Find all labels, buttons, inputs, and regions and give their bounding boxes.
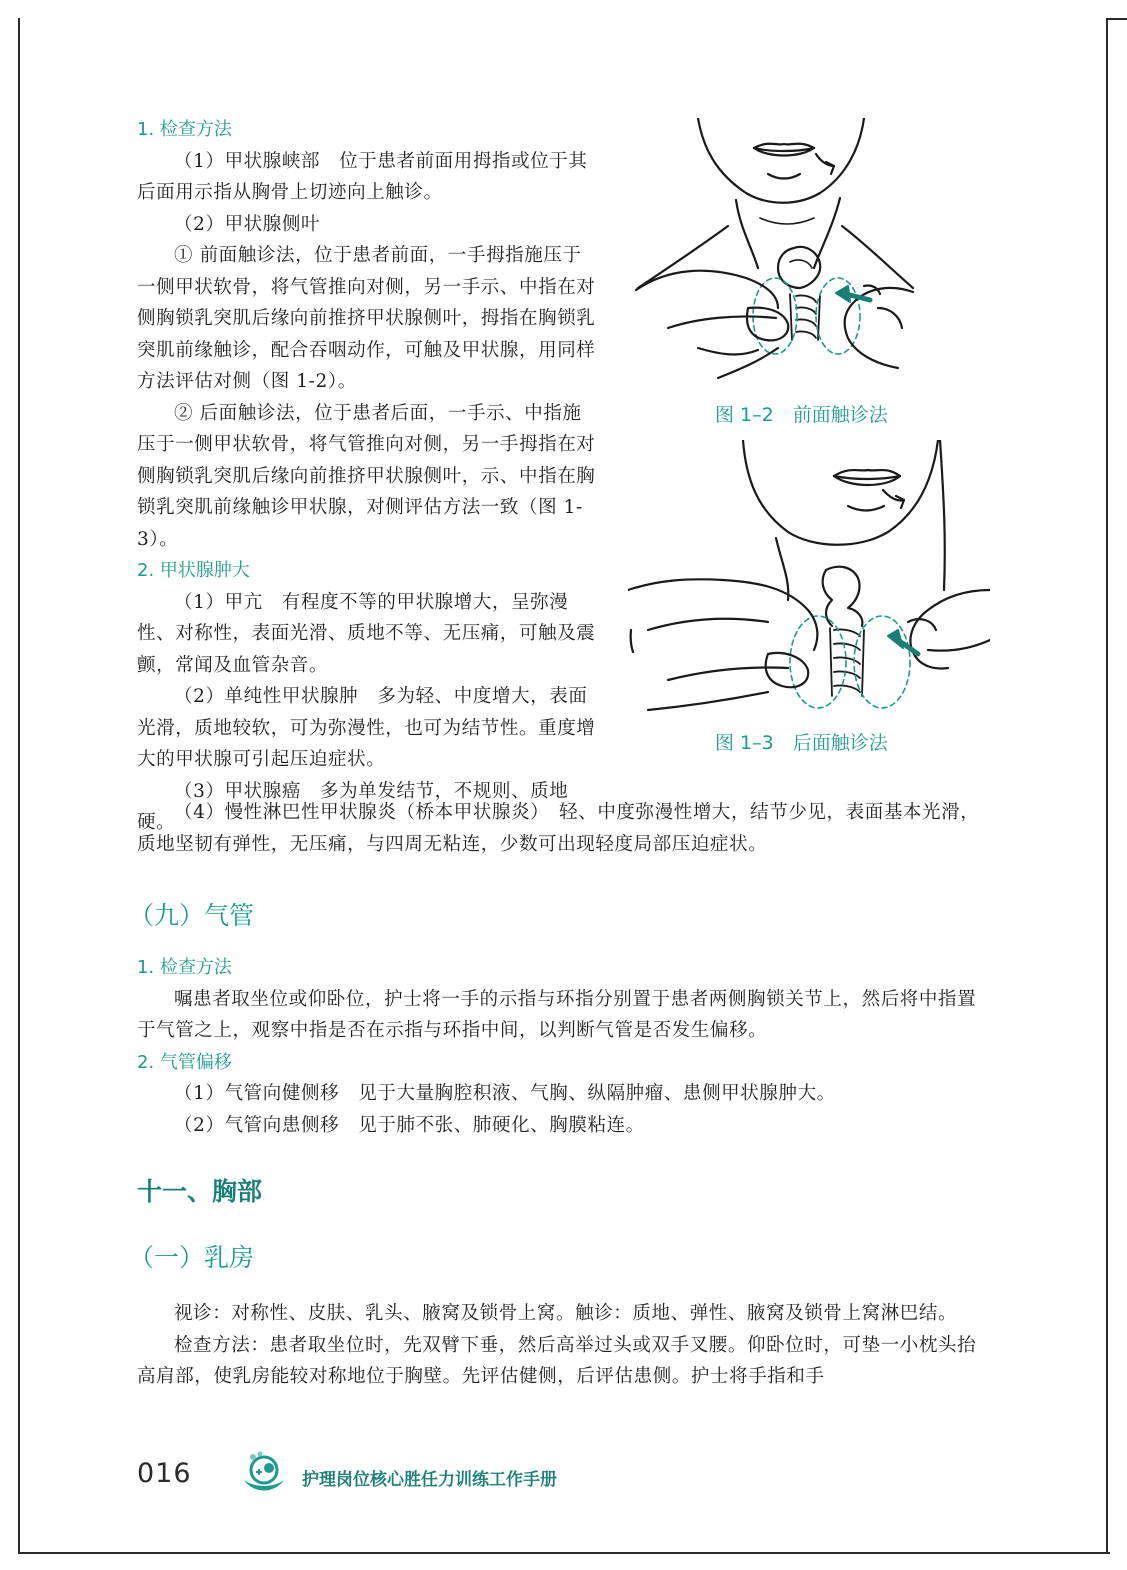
figure-back-palpation [628, 440, 990, 722]
nurse-logo-icon [240, 1450, 288, 1498]
paragraph-breast-method: 检查方法：患者取坐位时，先双臂下垂，然后高举过头或双手叉腰。仰卧位时，可垫一小枕头抬高肩部，使乳房能较对称地位于胸壁。先评估健侧，后评估患侧。护士将手指和手 [137, 1334, 977, 1387]
subheading-trachea-shift: 2. 气管偏移 [137, 1051, 232, 1073]
paragraph-breast-inspection: 视诊：对称性、皮肤、乳头、腋窝及锁骨上窝。触诊：质地、弹性、腋窝及锁骨上窝淋巴结。 [174, 1303, 958, 1324]
paragraph-thyroid-cancer: （3）甲状腺癌 多为单发结节，不规则、质地硬。 [137, 780, 569, 833]
figure-front-palpation [628, 118, 918, 390]
hashimoto-block [137, 797, 989, 860]
paragraph-shift-affected-side: （2）气管向患侧移 见于肺不张、肺硬化、胸膜粘连。 [174, 1114, 645, 1136]
paragraph-trachea-exam: 嘱患者取坐位或仰卧位，护士将一手的示指与环指分别置于患者两侧胸锁关节上，然后将中指置于气管之上，观察中指是否在示指与环指中间，以判断气管是否发生偏移。 [137, 988, 977, 1041]
subheading-thyroid-enlargement: 2. 甲状腺肿大 [137, 560, 250, 581]
page-frame-top [1106, 18, 1127, 20]
paragraph-anterior-palpation: ① 前面触诊法，位于患者前面，一手拇指施压于一侧甲状软骨，将气管推向对侧，另一手示、中指在对侧胸锁乳突肌后缘向前推挤甲状腺侧叶，拇指在胸锁乳突肌前缘触诊，配合吞咽动作，可触及甲状腺，用同样方法评估对侧（图 1-2）。 [137, 245, 596, 392]
page-frame-right [1106, 18, 1108, 1554]
paragraph-hashimoto: （4）慢性淋巴性甲状腺炎（桥本甲状腺炎） 轻、中度弥漫性增大，结节少见，表面基本光滑，质地坚韧有弹性，无压痛，与四周无粘连，少数可出现轻度局部压迫症状。 [137, 802, 980, 855]
section-heading-trachea: （九）气管 [129, 901, 255, 930]
page-number: 016 [137, 1458, 192, 1489]
trachea-section [129, 896, 989, 1141]
paragraph-lateral-lobe: （2）甲状腺侧叶 [174, 213, 321, 235]
paragraph-isthmus: （1）甲状腺峡部 位于患者前面用拇指或位于其后面用示指从胸骨上切迹向上触诊。 [137, 150, 588, 203]
paragraph-simple-goiter: （2）单纯性甲状腺肿 多为轻、中度增大，表面光滑，质地较软，可为弥漫性，也可为结节性。重度增大的甲状腺可引起压迫症状。 [137, 686, 596, 770]
page-frame-left [18, 18, 20, 1554]
figure-1-2-caption: 图 1–2 前面触诊法 [715, 404, 888, 426]
thyroid-exam-column [137, 114, 599, 839]
chest-section [129, 1172, 989, 1393]
paragraph-shift-healthy-side: （1）气管向健侧移 见于大量胸腔积液、气胸、纵隔肿瘤、患侧甲状腺肿大。 [174, 1083, 836, 1104]
book-title: 护理岗位核心胜任力训练工作手册 [302, 1470, 557, 1490]
subheading-trachea-exam: 1. 检查方法 [137, 957, 232, 978]
figure-1-3-caption: 图 1–3 后面触诊法 [715, 732, 888, 754]
section-heading-breast: （一）乳房 [129, 1243, 255, 1272]
subheading-exam-method: 1. 检查方法 [137, 119, 232, 140]
paragraph-posterior-palpation: ② 后面触诊法，位于患者后面，一手示、中指施压于一侧甲状软骨，将气管推向对侧，另一手拇指在对侧胸锁乳突肌后缘向前推挤甲状腺侧叶，示、中指在胸锁乳突肌前缘触诊甲状腺，对侧评估方法一致（图 1-3）。 [137, 402, 596, 550]
page-frame-bottom [18, 1552, 1110, 1554]
paragraph-hyperthyroidism: （1）甲亢 有程度不等的甲状腺增大，呈弥漫性、对称性，表面光滑、质地不等、无压痛，可触及震颤，常闻及血管杂音。 [137, 591, 596, 676]
chapter-heading-chest: 十一、胸部 [137, 1177, 263, 1206]
